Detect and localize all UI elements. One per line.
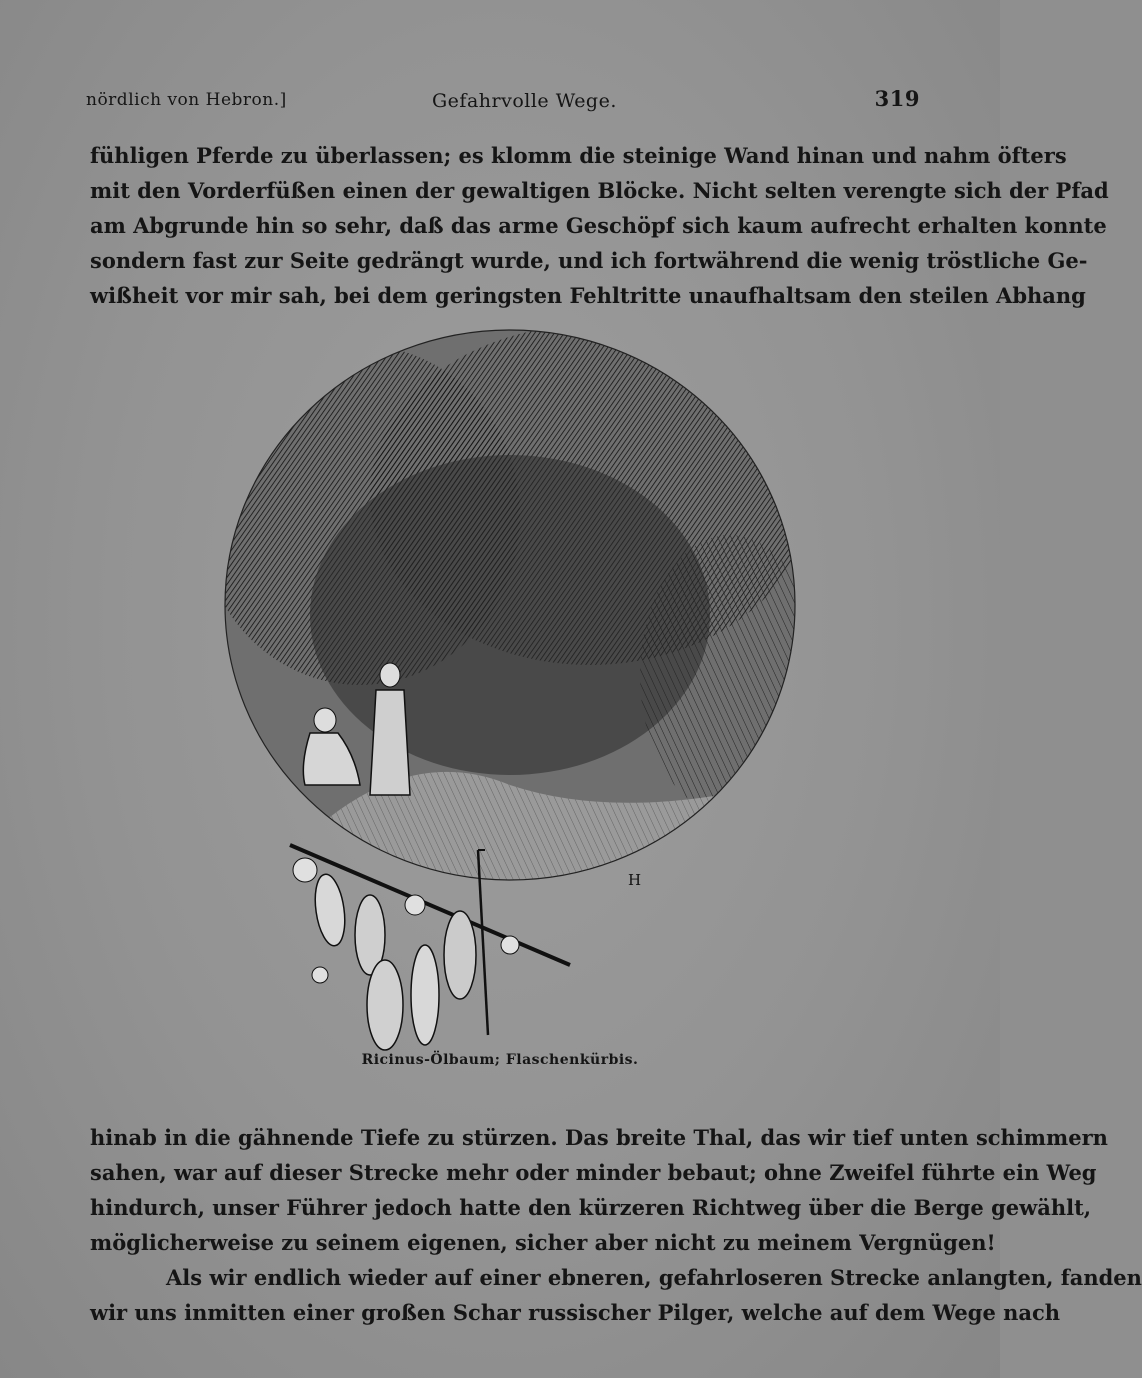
- running-header: [86, 86, 920, 116]
- top-paragraph: [90, 138, 1109, 313]
- text-line: mit den Vorderfüßen einen der gewaltigen Blöcke. Nicht selten verengte sich der Pfad: [90, 178, 1109, 203]
- text-line: sahen, war auf dieser Strecke mehr oder minder bebaut; ohne Zweifel führte ein Weg: [90, 1160, 1097, 1185]
- text-line: sondern fast zur Seite gedrängt wurde, und ich fortwährend die wenig tröstliche Ge-: [90, 248, 1088, 273]
- text-line: hinab in die gähnende Tiefe zu stürzen. Das breite Thal, das wir tief unten schimmern: [90, 1125, 1108, 1150]
- text-line: wißheit vor mir sah, bei dem geringsten Fehltritte unaufhaltsam den steilen Abhang: [90, 283, 1086, 308]
- header-title: Gefahrvolle Wege.: [432, 90, 617, 112]
- engraving-illustration: [210, 315, 810, 1035]
- artist-signature: H: [628, 871, 642, 889]
- text-line: am Abgrunde hin so sehr, daß das arme Geschöpf sich kaum aufrecht erhalten konnte: [90, 213, 1107, 238]
- text-line: Als wir endlich wieder auf einer ebneren, gefahrloseren Strecke anlangten, fanden: [166, 1265, 1142, 1290]
- text-line: hindurch, unser Führer jedoch hatte den kürzeren Richtweg über die Berge gewählt,: [90, 1195, 1092, 1220]
- text-line: fühligen Pferde zu überlassen; es klomm die steinige Wand hinan und nahm öfters: [90, 143, 1067, 168]
- illustration-caption: Ricinus-Ölbaum; Flaschenkürbis.: [361, 1052, 639, 1068]
- text-line: wir uns inmitten einer großen Schar russischer Pilger, welche auf dem Wege nach: [90, 1300, 1061, 1325]
- text-line: möglicherweise zu seinem eigenen, sicher aber nicht zu meinem Vergnügen!: [90, 1230, 996, 1255]
- header-left: nördlich von Hebron.]: [86, 90, 287, 110]
- bottom-paragraph: [90, 1120, 1142, 1330]
- page-number: 319: [874, 86, 920, 111]
- vignette-scene: [200, 315, 820, 915]
